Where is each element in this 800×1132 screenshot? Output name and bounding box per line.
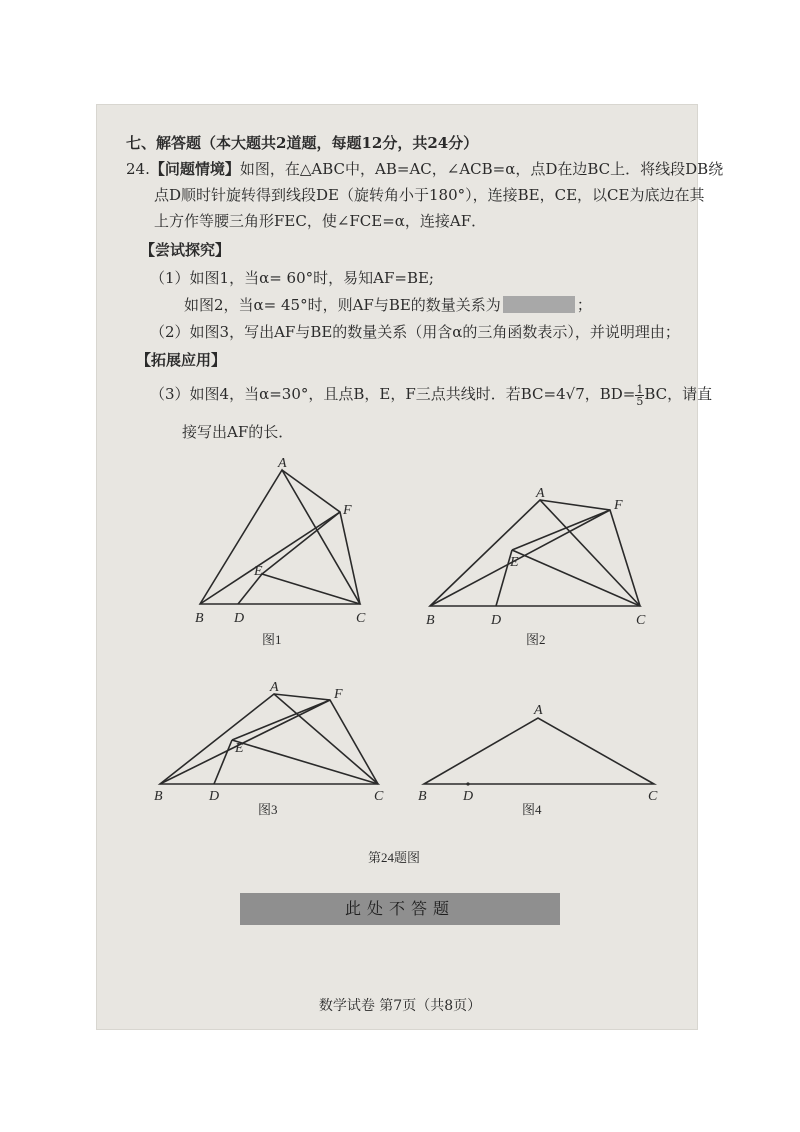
fig3-label-b: B [154, 789, 163, 804]
fig4-label-b: B [418, 789, 427, 804]
question-1-line1: （1）如图1，当α= 60°时，易知AF=BE; [150, 269, 434, 287]
context-tag: 【问题情境】 [149, 160, 240, 178]
figure-3 [160, 694, 378, 784]
fig3-label-c: C [374, 789, 384, 804]
no-answer-banner: 此处不答题 [240, 893, 560, 925]
problem-context-line3: 上方作等腰三角形FEC，使∠FCE=α，连接AF． [154, 212, 487, 230]
figure-2 [430, 500, 640, 606]
fig1-label-a: A [278, 456, 287, 471]
fig4-label-d: D [463, 789, 474, 804]
apply-tag: 【拓展应用】 [136, 351, 227, 369]
fig1-label-c: C [356, 611, 366, 626]
fig1-label-e: E [254, 564, 263, 579]
question-3-line2: 接写出AF的长． [182, 423, 294, 441]
fig1-caption: 图1 [262, 632, 282, 647]
fig1-label-b: B [195, 611, 204, 626]
fig1-label-f: F [343, 503, 352, 518]
fig2-caption: 图2 [526, 632, 546, 647]
fig4-label-c: C [648, 789, 658, 804]
question-1-line2-text: 如图2，当α= 45°时，则AF与BE的数量关系为 [184, 296, 501, 314]
section-title: 七、解答题（本大题共2道题，每题12分，共24分） [126, 134, 479, 152]
fraction-denominator: 5 [636, 395, 644, 408]
explore-tag: 【尝试探究】 [140, 241, 231, 259]
fig1-label-d: D [234, 611, 245, 626]
fig4-caption: 图4 [522, 802, 542, 817]
figure-1 [200, 470, 360, 604]
fig2-label-c: C [636, 613, 646, 628]
question-2: （2）如图3，写出AF与BE的数量关系（用含α的三角函数表示），并说明理由； [150, 323, 680, 341]
problem-number: 24. [126, 160, 150, 178]
fig3-label-a: A [270, 680, 279, 695]
question-3-text-a: （3）如图4，当α=30°，且点B，E，F三点共线时．若BC=4√7，BD= [150, 385, 636, 403]
fig2-label-a: A [536, 486, 545, 501]
fig3-label-f: F [334, 687, 343, 702]
problem-context-line2: 点D顺时针旋转得到线段DE（旋转角小于180°），连接BE，CE，以CE为底边在其 [154, 186, 705, 204]
figure-4 [424, 718, 654, 784]
point-d-dot [466, 782, 469, 785]
fig2-label-e: E [510, 555, 519, 570]
fig4-label-a: A [534, 703, 543, 718]
figure-group-caption: 第24题图 [368, 850, 421, 865]
question-1-line2-end: ； [576, 296, 592, 314]
fig3-label-d: D [209, 789, 220, 804]
fig3-label-e: E [235, 741, 244, 756]
question-3-text-b: BC，请直 [644, 385, 713, 403]
fig2-label-b: B [426, 613, 435, 628]
fraction-numerator: 1 [636, 383, 644, 396]
page-footer: 数学试卷 第7页（共8页） [318, 998, 482, 1014]
context-text-1: 如图，在△ABC中，AB=AC，∠ACB=α，点D在边BC上．将线段DB绕 [239, 160, 724, 178]
fig2-label-f: F [614, 498, 623, 513]
fig3-caption: 图3 [258, 802, 278, 817]
fig2-label-d: D [491, 613, 502, 628]
